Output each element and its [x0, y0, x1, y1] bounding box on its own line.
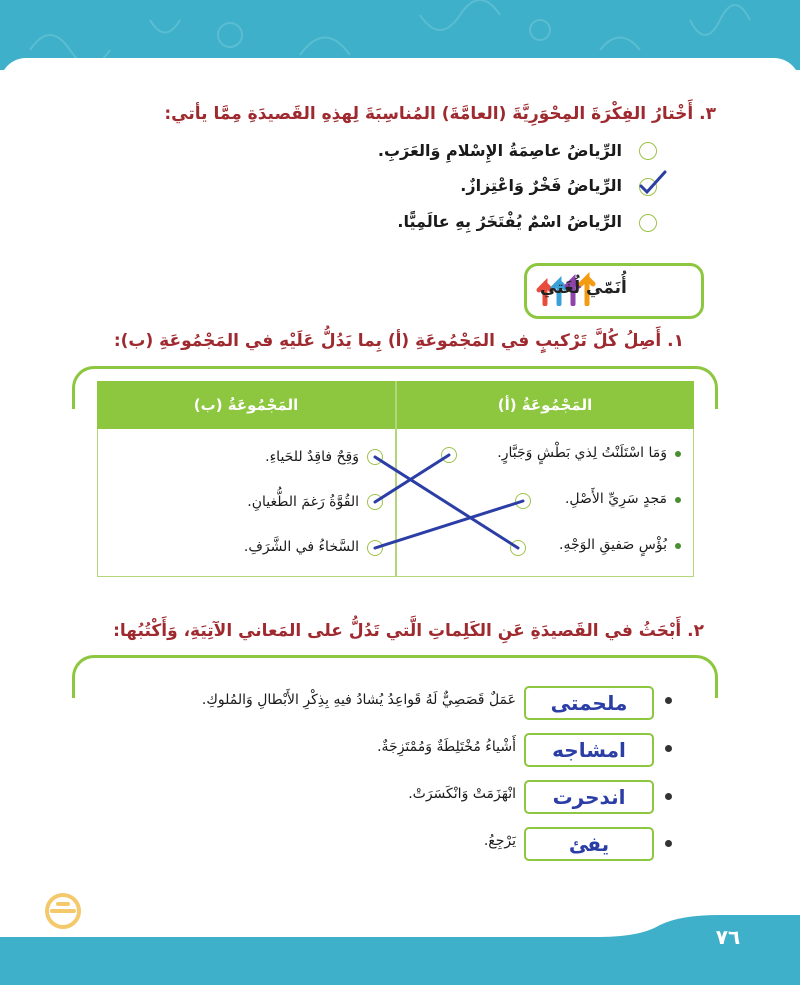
ex2-meaning-2: أَشْياءُ مُخْتَلِطَةٌ وَمُمْتَزِجَةٌ. [377, 739, 516, 755]
ex2-bullet [665, 840, 672, 847]
exercise2-title: ٢. أَبْحَثُ في القَصيدَةِ عَنِ الكَلِماتِ الَّتي تَدُلُّ على المَعاني الآتِيَةِ، وَأَكْتُبُها: [113, 621, 704, 641]
match-line-3 [375, 457, 518, 548]
ex2-answer-4[interactable]: يفئ [524, 827, 654, 861]
ex2-meaning-1: عَمَلٌ قَصَصِيٌّ لَهُ قَواعِدُ يُشادُ فيهِ بِذِكْرِ الأَبْطالِ وَالمُلوكِ. [201, 692, 516, 708]
col-a-header: المَجْمُوعَةُ (أ) [497, 396, 593, 414]
ex2-answer-1[interactable]: ملحمتى [524, 686, 654, 720]
page-footer-band [0, 915, 800, 985]
publisher-logo-icon [38, 886, 88, 936]
ex2-meaning-4: يَرْجِعُ. [483, 833, 516, 849]
exercise1-title: ١. أَصِلُ كُلَّ تَرْكيبٍ في المَجْمُوعَةِ (أ) بِما يَدُلُّ عَلَيْهِ في المَجْمُوعَةِ (ب): [113, 331, 684, 351]
question3-title: ٣. أَخْتارُ الفِكْرَةَ المِحْوَرِيَّةَ (العامَّةَ) المُناسِبَةَ لِهذِهِ القَصيدَةِ مِمَّا يأتي: [164, 104, 716, 124]
col-b-item-1: وَقِحٌ فاقِدٌ للحَياءِ. [265, 449, 359, 465]
col-a-item-2: مَجدٍ سَرِيِّ الأَصْلِ. [564, 491, 667, 507]
ex2-answer-2[interactable]: امشاجه [524, 733, 654, 767]
q3-option-2-label: الرِّياضُ فَخْرٌ وَاعْتِزازٌ. [460, 176, 622, 195]
col-b-item-2: القُوَّةُ رَغمَ الطُّغيانِ. [247, 494, 359, 510]
col-b-header: المَجْمُوعَةُ (ب) [193, 396, 299, 414]
q3-option-1-label: الرِّياضُ عاصِمَةُ الإِسْلامِ وَالعَرَبِ. [377, 141, 622, 160]
ex2-bullet [665, 697, 672, 704]
col-a-item-3: بُؤْسٍ صَفيقِ الوَجْهِ. [559, 537, 667, 553]
col-a-item-1: وَمَا اسْتَلَنْتُ لِذي بَطْشٍ وَجَبَّارٍ. [497, 445, 667, 461]
match-line-1 [375, 455, 449, 502]
ex2-meaning-3: انْهَزَمَتْ وَانْكَسَرَتْ. [408, 786, 516, 802]
ex2-bullet [665, 745, 672, 752]
section-badge-label: أُنَمّي لُغَتي [540, 278, 627, 298]
ex2-bullet [665, 793, 672, 800]
col-b-item-3: السَّخاءُ في الشَّرَفِ. [243, 539, 359, 555]
page-number: ٧٦ [715, 925, 741, 949]
q3-option-3-label: الرِّياضُ اسْمٌ يُفْتَخَرُ بِهِ عالَمِيًّا. [397, 212, 622, 231]
ex2-answer-3[interactable]: اندحرت [524, 780, 654, 814]
match-line-2 [375, 501, 523, 548]
